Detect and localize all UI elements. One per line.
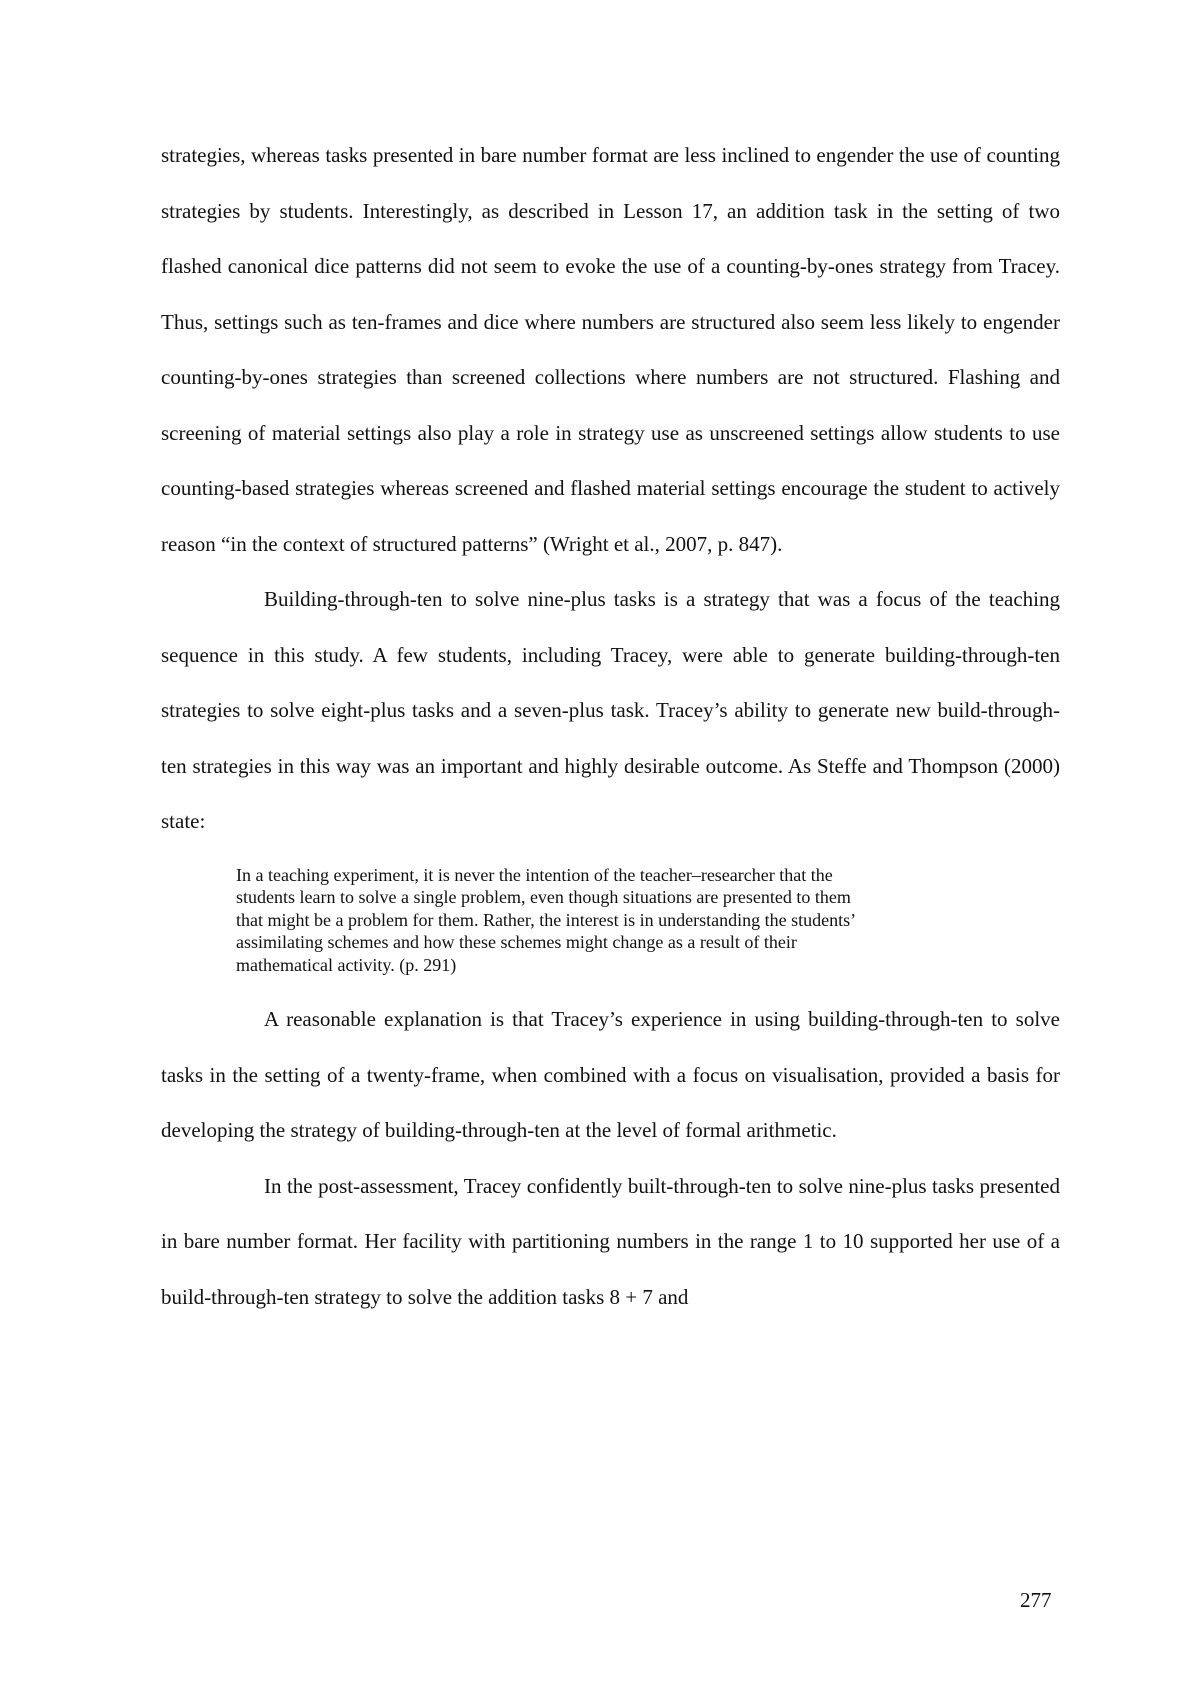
paragraph-building-through-ten: Building-through-ten to solve nine-plus tasks is a strategy that was a focus of the teaching sequence in this study. A few students, including Tracey, were able to generate building-through-ten strategies to solve eight-plus tasks and a seven-plus task. Tracey’s ability to generate new build-through-ten strategies in this way was an important and highly desirable outcome. As Steffe and Thompson (2000) state:	[161, 587, 1060, 833]
page-number: 277	[1020, 1588, 1052, 1612]
paragraph-post-assessment: In the post-assessment, Tracey confidently built-through-ten to solve nine-plus tasks presented in bare number format. Her facility with partitioning numbers in the range 1 to 10 supported her use of a build-through-ten strategy to solve the addition tasks 8 + 7 and	[161, 1173, 1060, 1309]
block-quote-steffe-thompson: In a teaching experiment, it is never the intention of the teacher–researcher that the students learn to solve a single problem, even though situations are presented to them that might be a problem for them. Rather, the interest is in understanding the students’ assimilating schemes and how these schemes might change as a result of their mathematical activity. (p. 291)	[236, 864, 855, 975]
paragraph-strategies-settings: strategies, whereas tasks presented in bare number format are less inclined to engender the use of counting strategies by students. Interestingly, as described in Lesson 17, an addition task in the setting of two flashed canonical dice patterns did not seem to evoke the use of a counting-by-ones strategy from Tracey. Thus, settings such as ten-frames and dice where numbers are structured also seem less likely to engender counting-by-ones strategies than screened collections where numbers are not structured. Flashing and screening of material settings also play a role in strategy use as unscreened settings allow students to use counting-based strategies whereas screened and flashed material settings encourage the student to actively reason “in the context of structured patterns” (Wright et al., 2007, p. 847).	[161, 143, 1060, 556]
document-page	[161, 128, 1060, 1325]
paragraph-reasonable-explanation: A reasonable explanation is that Tracey’s experience in using building-through-ten to solve tasks in the setting of a twenty-frame, when combined with a focus on visualisation, provided a basis for developing the strategy of building-through-ten at the level of formal arithmetic.	[161, 1007, 1060, 1142]
